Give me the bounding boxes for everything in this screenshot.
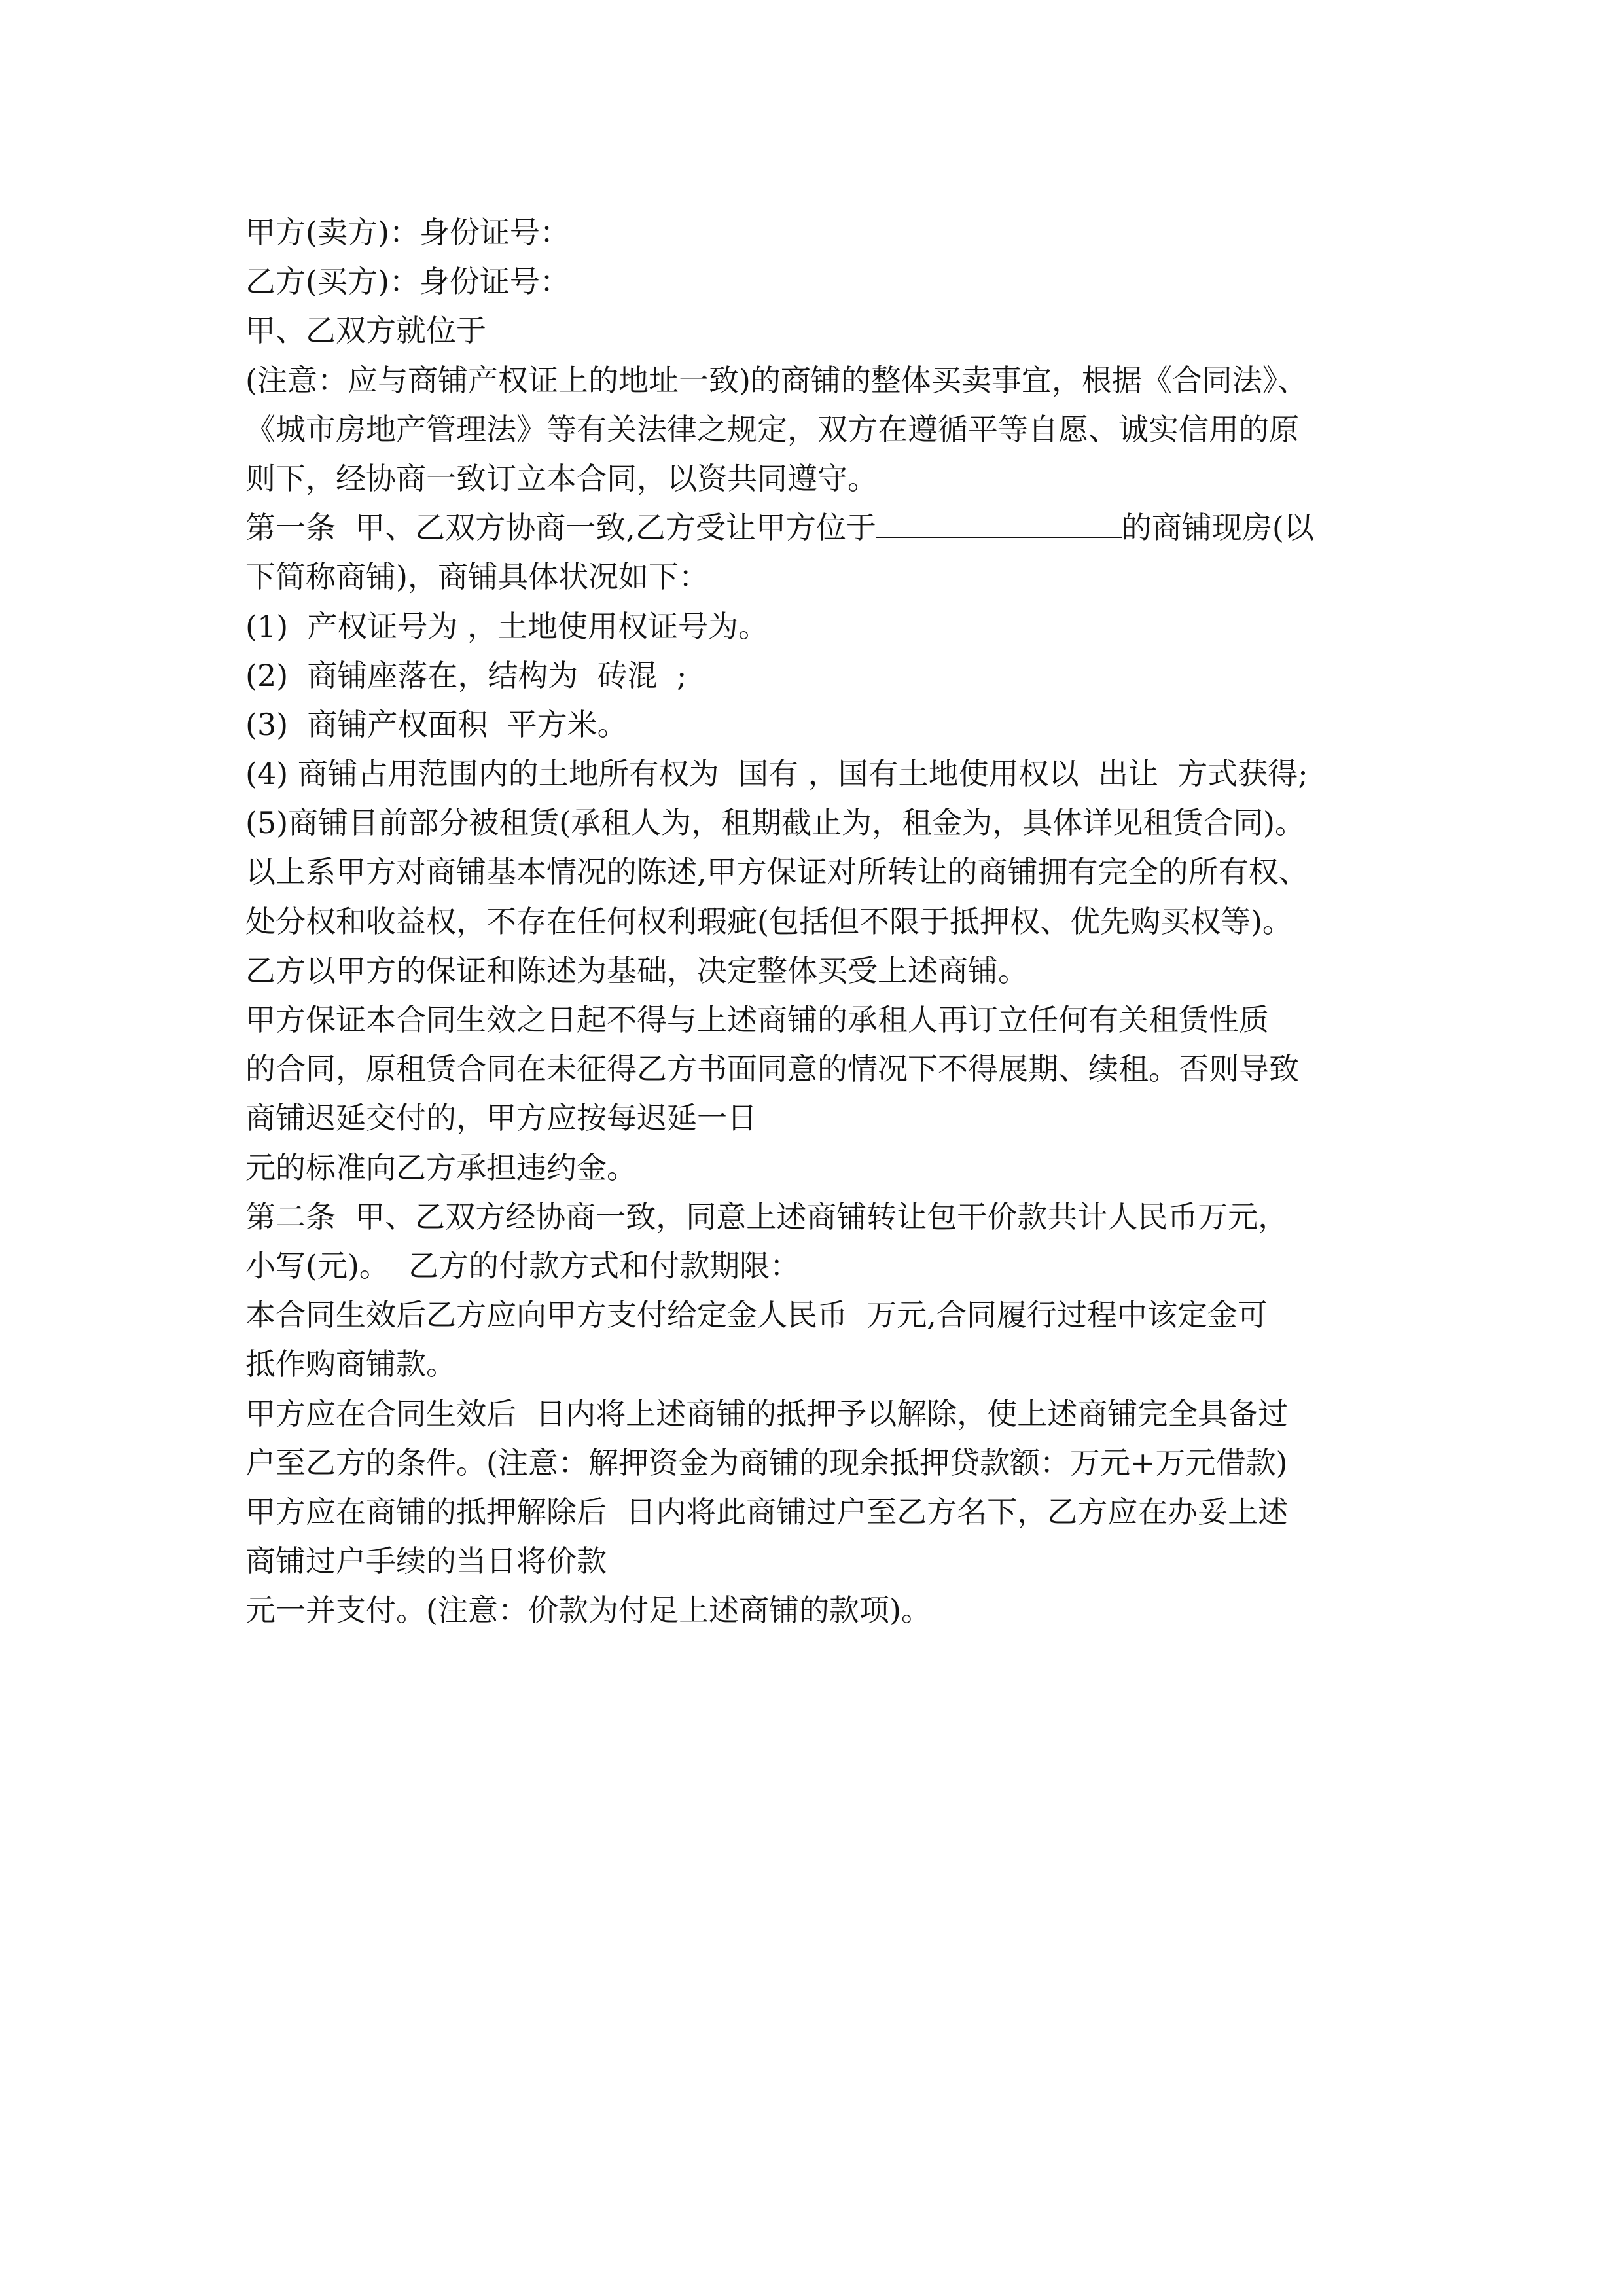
text-line: (4) 商铺占用范围内的土地所有权为 国有 ，国有土地使用权以 出让 方式获得; [245, 756, 1308, 792]
text-line: (5)商铺目前部分被租赁(承租人为，租期截止为，租金为，具体详见租赁合同)。 [245, 805, 1306, 841]
text-line: 元的标准向乙方承担违约金。 [245, 1149, 637, 1185]
text-line: 户至乙方的条件。(注意：解押资金为商铺的现余抵押贷款额：万元+万元借款) [245, 1444, 1288, 1480]
text-line: (注意：应与商铺产权证上的地址一致)的商铺的整体买卖事宜，根据《合同法》、 [245, 362, 1308, 398]
text-line: 以上系甲方对商铺基本情况的陈述,甲方保证对所转让的商铺拥有完全的所有权、 [245, 854, 1309, 890]
text-line: 商铺过户手续的当日将价款 [245, 1543, 607, 1579]
article-1-prefix: 第一条 甲、乙双方协商一致,乙方受让甲方位于 [245, 510, 876, 546]
article-1-suffix: 的商铺现房(以 [1121, 510, 1314, 546]
text-line: 本合同生效后乙方应向甲方支付给定金人民币 万元,合同履行过程中该定金可 [245, 1297, 1268, 1333]
text-line: 甲方应在合同生效后 日内将上述商铺的抵押予以解除，使上述商铺完全具备过 [245, 1395, 1289, 1431]
text-line: 甲方应在商铺的抵押解除后 日内将此商铺过户至乙方名下，乙方应在办妥上述 [245, 1494, 1289, 1530]
text-line: 甲方保证本合同生效之日起不得与上述商铺的承租人再订立任何有关租赁性质 [245, 1002, 1269, 1037]
text-line: 乙方(买方)：身份证号： [245, 264, 570, 300]
text-line: 甲方(卖方)：身份证号： [245, 215, 570, 250]
text-line: (2) 商铺座落在，结构为 砖混 ; [245, 657, 687, 693]
text-line: 商铺迟延交付的，甲方应按每迟延一日 [245, 1100, 757, 1136]
address-blank [876, 509, 1122, 538]
text-line: 《城市房地产管理法》等有关法律之规定，双方在遵循平等自愿、诚实信用的原 [245, 411, 1299, 447]
text-line: 则下，经协商一致订立本合同，以资共同遵守。 [245, 460, 878, 496]
text-line: 抵作购商铺款。 [245, 1346, 456, 1382]
contract-body [245, 208, 1423, 1635]
text-line: 的合同，原租赁合同在未征得乙方书面同意的情况下不得展期、续租。否则导致 [245, 1051, 1299, 1087]
text-line: 元一并支付。(注意：价款为付足上述商铺的款项)。 [245, 1592, 931, 1628]
text-line: (1) 产权证号为 ，土地使用权证号为。 [245, 608, 769, 644]
article-1-line [245, 503, 1423, 552]
text-line: 乙方以甲方的保证和陈述为基础，决定整体买受上述商铺。 [245, 952, 1028, 988]
text-line: 小写(元)。 乙方的付款方式和付款期限： [245, 1247, 800, 1283]
text-line: (3) 商铺产权面积 平方米。 [245, 706, 628, 742]
text-line: 甲、乙双方就位于 [245, 313, 486, 349]
text-line: 下简称商铺)，商铺具体状况如下： [245, 559, 709, 595]
text-line: 处分权和收益权，不存在任何权利瑕疵(包括但不限于抵押权、优先购买权等)。 [245, 903, 1293, 939]
text-line: 第二条 甲、乙双方经协商一致，同意上述商铺转让包干价款共计人民币万元， [245, 1198, 1289, 1234]
